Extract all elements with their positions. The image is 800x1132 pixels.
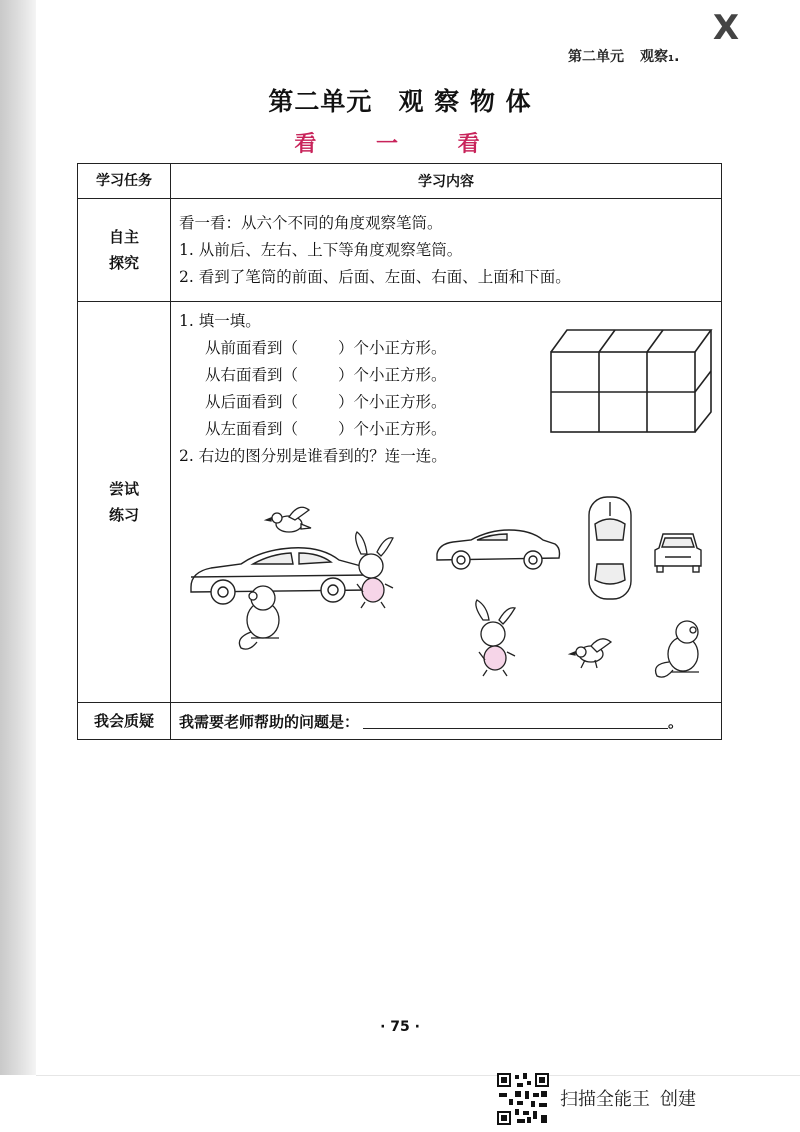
running-header [568, 46, 718, 66]
question-answer-line[interactable] [363, 712, 668, 729]
fill-prefix: 从左面看到（ [205, 420, 299, 438]
explore-line: 2. 看到了笔筒的前面、后面、左面、右面、上面和下面。 [179, 267, 571, 286]
unit-topic: 观 察 物 体 [398, 87, 532, 116]
explore-label-line2: 探究 [108, 254, 139, 272]
fill-suffix: ）个小正方形。 [338, 420, 447, 438]
cube-grid-icon [551, 330, 711, 432]
practice-illustrations [171, 302, 722, 702]
bird-icon [570, 639, 611, 668]
practice-row [78, 302, 722, 703]
car-icon [191, 548, 369, 604]
qr-code-icon [497, 1073, 549, 1125]
practice-label-line2: 练习 [108, 506, 139, 524]
question-end: 。 [668, 712, 684, 731]
unit-name: 第二单元 [268, 87, 373, 116]
header-content: 学习内容 [171, 164, 722, 199]
fill-prefix: 从后面看到（ [205, 393, 299, 411]
monkey-icon [656, 621, 700, 677]
rabbit-icon [476, 600, 515, 676]
lesson-title: 看 一 看 [294, 131, 506, 157]
car-front-view-icon [655, 534, 701, 572]
explore-row [78, 199, 722, 302]
practice-label [78, 302, 171, 703]
explore-label-line1: 自主 [108, 228, 139, 246]
question-prompt: 我需要老师帮助的问题是： [179, 712, 360, 731]
fill-prefix: 从前面看到（ [205, 339, 299, 357]
bird-icon [266, 507, 311, 532]
car-side-view-icon [437, 530, 560, 569]
rabbit-icon [356, 532, 393, 608]
scanner-watermark [560, 1085, 696, 1111]
fill-prefix: 从右面看到（ [205, 366, 299, 384]
question-content [171, 703, 722, 740]
monkey-icon [239, 586, 279, 649]
watermark-app: 扫描全能王 [560, 1089, 650, 1110]
explore-content [171, 199, 722, 302]
study-table [77, 163, 722, 740]
explore-line: 看一看：从六个不同的角度观察笔筒。 [179, 213, 443, 232]
fill-suffix: ）个小正方形。 [338, 393, 447, 411]
fill-suffix: ）个小正方形。 [338, 366, 447, 384]
unit-title [0, 82, 800, 118]
page-number: · 75 · [380, 1019, 420, 1035]
header-task: 学习任务 [78, 164, 171, 199]
task1-title: 1. 填一填。 [179, 312, 261, 330]
explore-line: 1. 从前后、左右、上下等角度观察笔筒。 [179, 240, 463, 259]
table-header-row [78, 164, 722, 199]
watermark-action: 创建 [660, 1089, 696, 1110]
fill-suffix: ）个小正方形。 [338, 339, 447, 357]
practice-content [171, 302, 722, 703]
question-row [78, 703, 722, 740]
question-label: 我会质疑 [78, 703, 171, 740]
task2-title: 2. 右边的图分别是谁看到的？连一连。 [179, 447, 447, 465]
explore-label [78, 199, 171, 302]
running-topic: 观察₁. [640, 49, 680, 65]
practice-label-line1: 尝试 [108, 480, 139, 498]
close-icon[interactable]: X [712, 8, 740, 48]
car-top-view-icon [589, 497, 631, 599]
running-unit: 第二单元 [568, 49, 624, 65]
